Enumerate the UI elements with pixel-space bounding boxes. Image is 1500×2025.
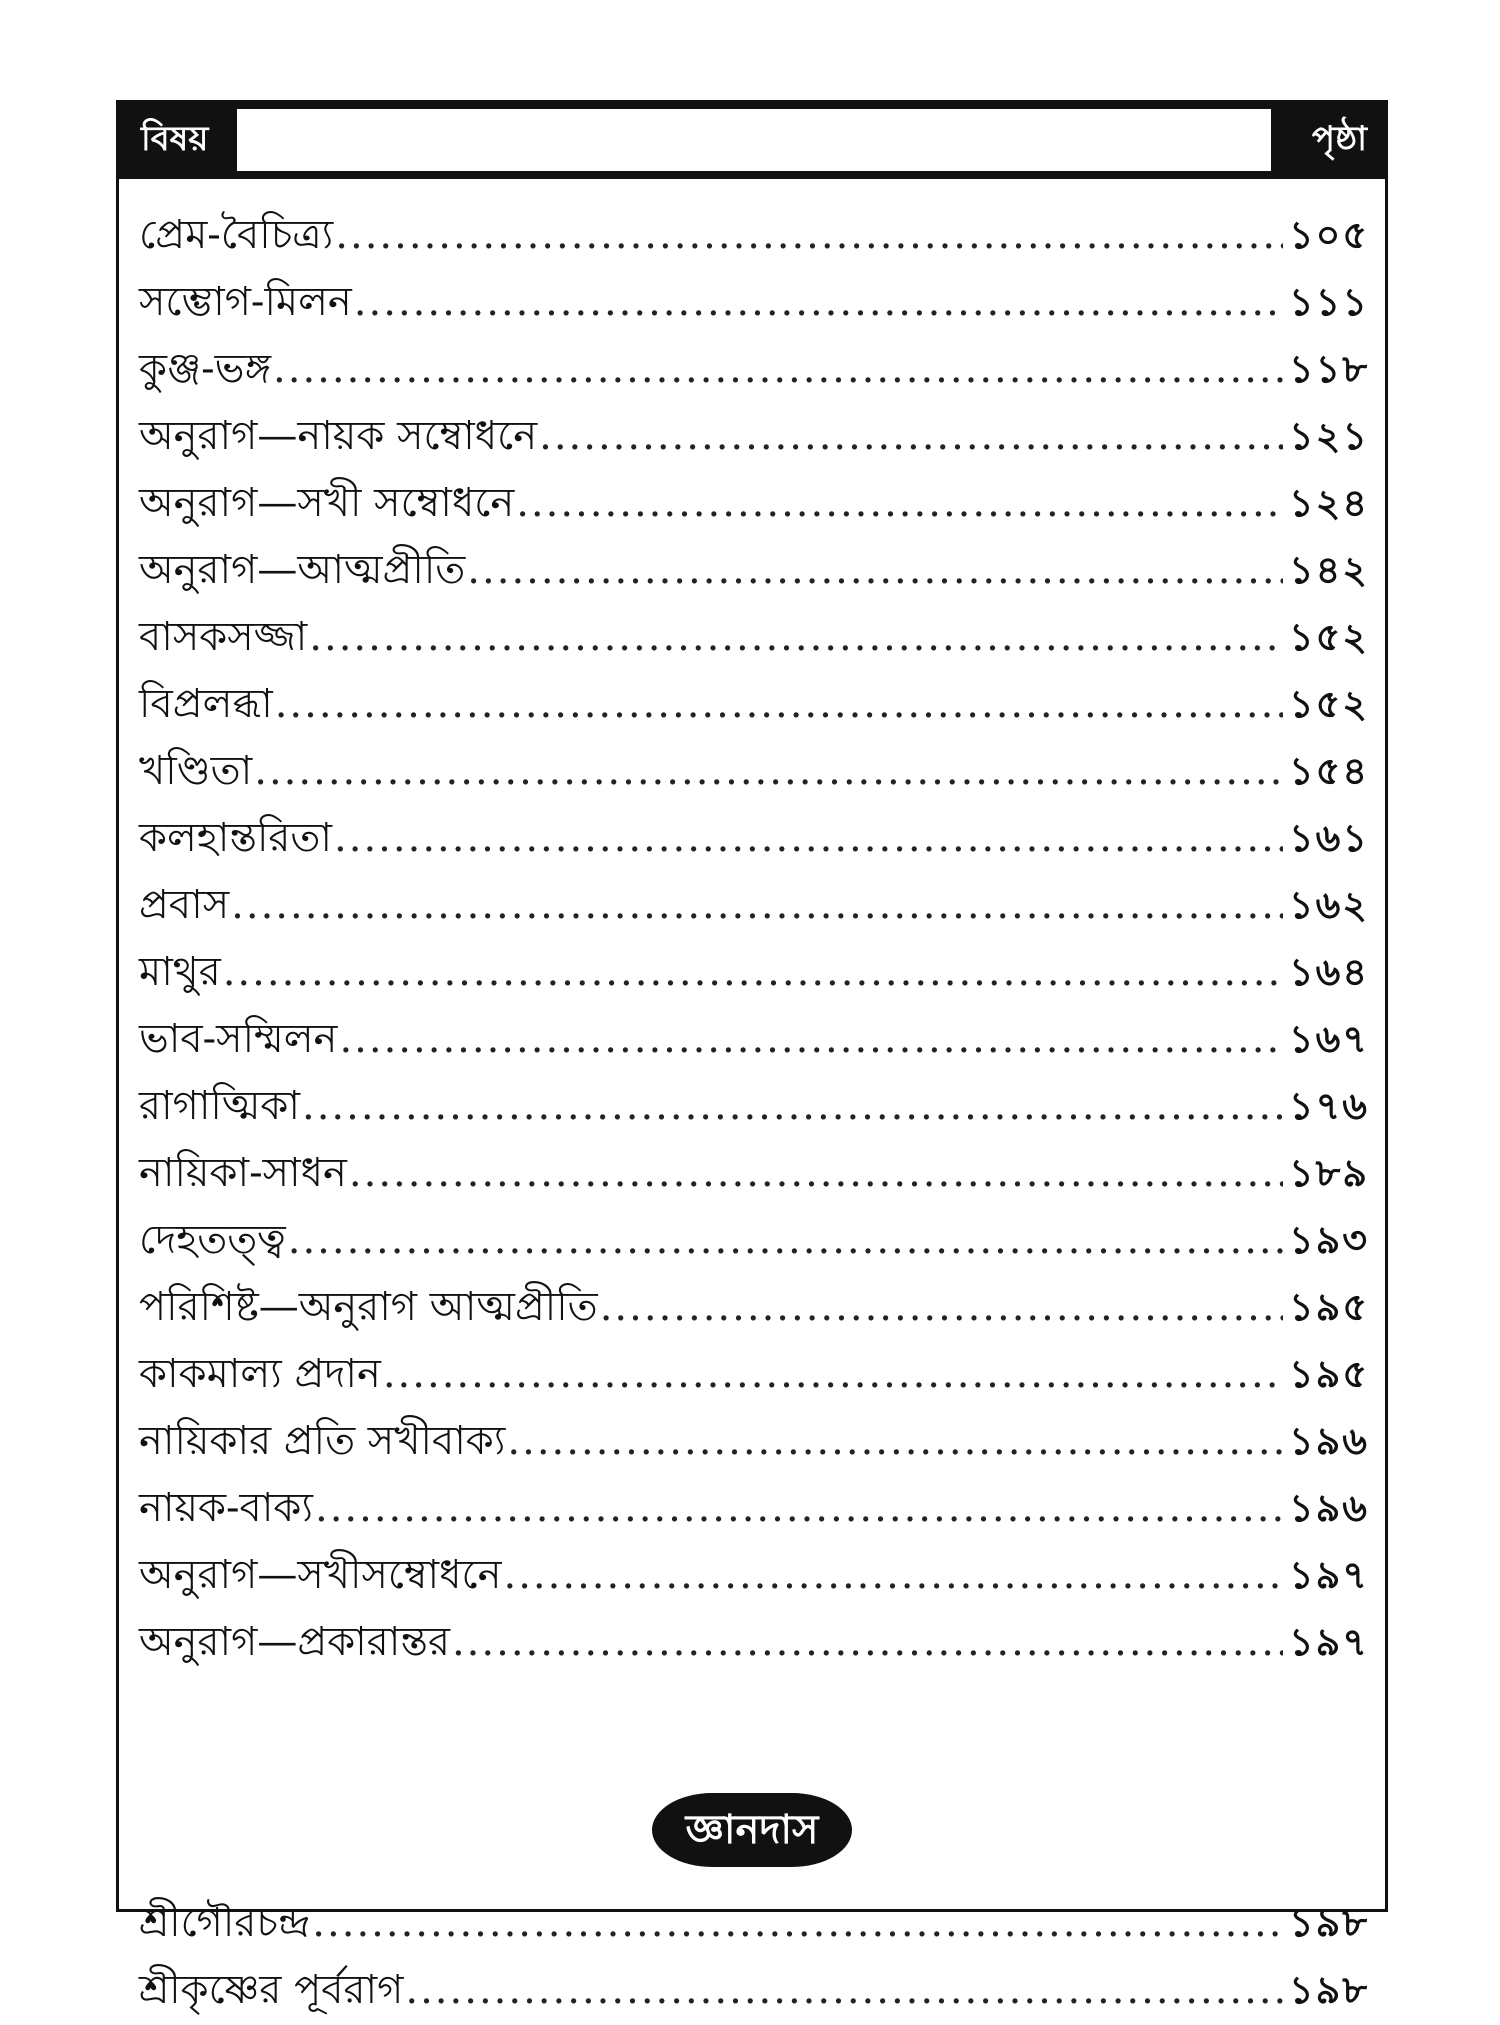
entry-title: সম্ভোগ-মিলন [139, 279, 352, 325]
toc-entry[interactable] [139, 1275, 1369, 1342]
entry-title: ভাব-সম্মিলন [139, 1016, 338, 1062]
entry-page-number: ১৯৬ [1288, 1486, 1369, 1530]
entry-title: কলহান্তরিতা [139, 815, 333, 861]
entry-page-number: ১৪২ [1288, 548, 1369, 592]
dot-leader [273, 346, 1283, 392]
dot-leader [539, 413, 1283, 459]
entry-title: বিপ্রলব্ধা [139, 681, 273, 727]
toc-entry[interactable] [139, 1409, 1369, 1476]
entry-title: দেহতত্ত্ব [139, 1217, 286, 1263]
toc-entry[interactable] [139, 1342, 1369, 1409]
dot-leader [504, 1552, 1283, 1598]
entry-title: মাথুর [139, 949, 221, 995]
toc-entry[interactable] [139, 1476, 1369, 1543]
toc-entry[interactable] [139, 605, 1369, 672]
dot-leader [383, 1351, 1283, 1397]
toc-entry[interactable] [139, 1543, 1369, 1610]
entry-page-number: ১০৫ [1288, 213, 1369, 257]
dot-leader [600, 1284, 1283, 1330]
entry-page-number: ১৬৭ [1288, 1017, 1369, 1061]
toc-entries [139, 203, 1369, 1677]
toc-entry[interactable] [139, 270, 1369, 337]
entry-title: প্রবাস [139, 882, 230, 928]
toc-entries-section [139, 1891, 1369, 2025]
toc-entry[interactable] [139, 538, 1369, 605]
entry-title: প্রেম-বৈচিত্র্য [139, 212, 334, 258]
entry-title: রাগাত্মিকা [139, 1083, 300, 1129]
dot-leader [349, 1150, 1283, 1196]
dot-leader [507, 1418, 1283, 1464]
toc-entry[interactable] [139, 1141, 1369, 1208]
toc-header [119, 103, 1385, 179]
dot-leader [334, 815, 1283, 861]
dot-leader [354, 279, 1283, 325]
toc-entry[interactable] [139, 940, 1369, 1007]
entry-title: কুঞ্জ-ভঙ্গ [139, 346, 272, 392]
entry-title: পরিশিষ্ট—অনুরাগ আত্মপ্রীতি [139, 1284, 598, 1330]
entry-page-number: ১৫৪ [1289, 749, 1369, 793]
dot-leader [452, 1619, 1283, 1665]
entry-page-number: ১১৮ [1289, 347, 1369, 391]
toc-entry[interactable] [139, 672, 1369, 739]
toc-entry[interactable] [139, 203, 1369, 270]
entry-page-number: ১৯৭ [1288, 1553, 1369, 1597]
dot-leader [405, 1967, 1283, 2013]
header-subject-label: বিষয় [141, 119, 209, 159]
dot-leader [231, 882, 1283, 928]
entry-title: শ্রীগৌরচন্দ্র [139, 1900, 311, 1946]
toc-entry[interactable] [139, 739, 1369, 806]
entry-page-number: ১৯৫ [1289, 1352, 1369, 1396]
toc-entry[interactable] [139, 404, 1369, 471]
entry-page-number: ১৬৪ [1288, 950, 1369, 994]
toc-entry[interactable] [139, 1074, 1369, 1141]
entry-page-number: ১৯৩ [1288, 1218, 1369, 1262]
header-page-label: পৃষ্ঠা [1311, 119, 1367, 159]
entry-title: নায়ক-বাক্য [139, 1485, 313, 1531]
section-heading [119, 1793, 1385, 1873]
toc-entry[interactable] [139, 1208, 1369, 1275]
entry-title: শ্রীকৃষ্ণের পূর্বরাগ [139, 1967, 404, 2013]
entry-page-number: ১৯৭ [1288, 1620, 1369, 1664]
dot-leader [288, 1217, 1283, 1263]
entry-page-number: ১৯৮ [1289, 1968, 1369, 2012]
toc-entry[interactable] [139, 873, 1369, 940]
entry-page-number: ১২১ [1288, 414, 1369, 458]
toc-entry[interactable] [139, 1007, 1369, 1074]
toc-entry[interactable] [139, 1958, 1369, 2025]
dot-leader [467, 547, 1283, 593]
entry-title: অনুরাগ—আত্মপ্রীতি [139, 547, 466, 593]
entry-title: অনুরাগ—সখীসম্বোধনে [139, 1552, 502, 1598]
toc-entry[interactable] [139, 337, 1369, 404]
entry-page-number: ১৬২ [1288, 883, 1369, 927]
entry-page-number: ১৭৬ [1288, 1084, 1369, 1128]
dot-leader [302, 1083, 1283, 1129]
entry-title: নায়িকা-সাধন [139, 1150, 347, 1196]
section-title-pill: জ্ঞানদাস [652, 1793, 853, 1867]
dot-leader [309, 614, 1283, 660]
dot-leader [339, 1016, 1282, 1062]
dot-leader [312, 1900, 1283, 1946]
entry-page-number: ১৯৬ [1288, 1419, 1369, 1463]
entry-page-number: ১২৪ [1288, 481, 1369, 525]
toc-entry[interactable] [139, 1610, 1369, 1677]
entry-title: অনুরাগ—প্রকারান্তর [139, 1619, 450, 1665]
entry-title: অনুরাগ—সখী সম্বোধনে [139, 480, 515, 526]
entry-title: নায়িকার প্রতি সখীবাক্য [139, 1418, 506, 1464]
entry-title: বাসকসজ্জা [139, 614, 308, 660]
entry-page-number: ১৮৯ [1289, 1151, 1369, 1195]
entry-page-number: ১৯৫ [1289, 1285, 1369, 1329]
entry-page-number: ১৫২ [1288, 615, 1369, 659]
entry-page-number: ১৬১ [1288, 816, 1369, 860]
toc-entry[interactable] [139, 1891, 1369, 1958]
entry-title: খণ্ডিতা [139, 748, 253, 794]
dot-leader [275, 681, 1283, 727]
toc-entry[interactable] [139, 471, 1369, 538]
entry-page-number: ১১১ [1289, 280, 1369, 324]
entry-page-number: ১৫২ [1288, 682, 1369, 726]
dot-leader [315, 1485, 1283, 1531]
toc-entry[interactable] [139, 806, 1369, 873]
header-blank-panel [237, 109, 1271, 171]
dot-leader [254, 748, 1283, 794]
dot-leader [335, 212, 1283, 258]
entry-page-number: ১৯৮ [1289, 1901, 1369, 1945]
entry-title: অনুরাগ—নায়ক সম্বোধনে [139, 413, 538, 459]
dot-leader [516, 480, 1283, 526]
entry-title: কাকমাল্য প্রদান [139, 1351, 381, 1397]
dot-leader [223, 949, 1283, 995]
table-of-contents [116, 100, 1388, 2013]
